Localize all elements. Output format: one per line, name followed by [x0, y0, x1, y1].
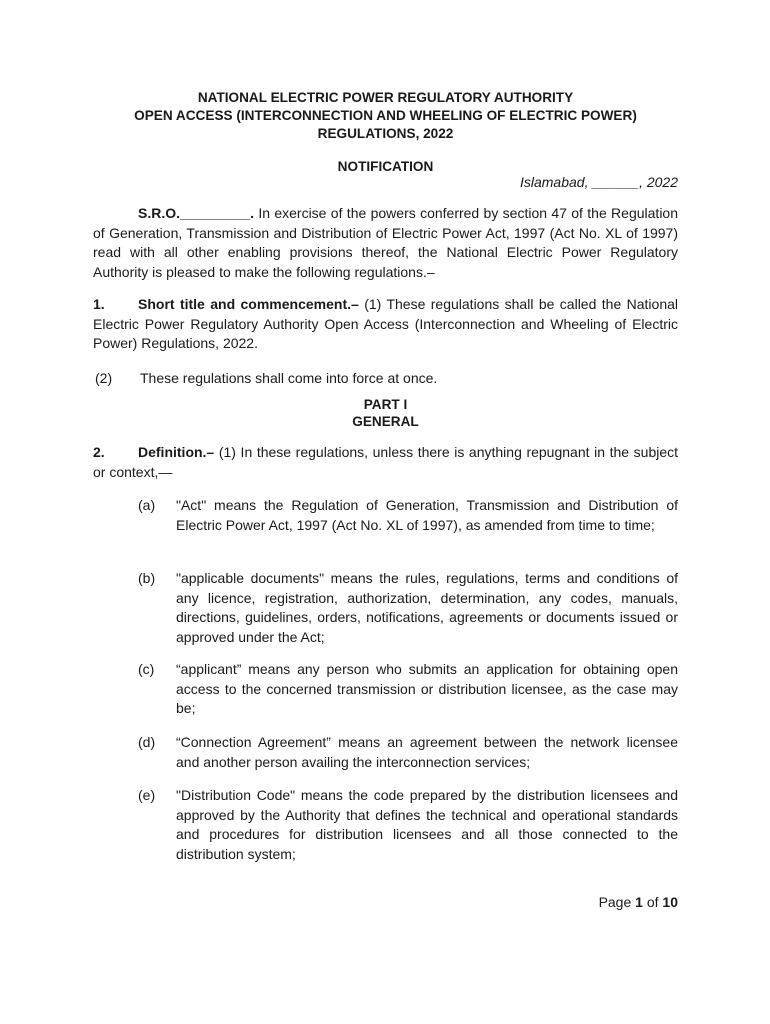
- part-number: PART I: [363, 397, 408, 412]
- page-word: Page: [598, 894, 632, 910]
- definition-label: (a): [138, 497, 156, 513]
- section-2-heading: Definition.–: [138, 444, 215, 460]
- section-1-heading: Short title and commencement.–: [138, 296, 359, 312]
- place-date: Islamabad, ______, 2022: [519, 174, 678, 190]
- subsection-2-text: These regulations shall come into force at once.: [140, 370, 438, 386]
- title-line-3: REGULATIONS, 2022: [317, 126, 454, 141]
- total-pages: 10: [662, 894, 678, 910]
- definition-label: (e): [138, 787, 156, 803]
- definition-label: (d): [138, 734, 156, 750]
- definition-item: [138, 496, 678, 535]
- definition-text: “applicant” means any person who submits an application for obtaining open access to the concerned transmission or distribution licensee, as the case may be;: [176, 661, 678, 716]
- definition-text: “Connection Agreement” means an agreement between the network licensee and another person availing the interconnection services;: [176, 734, 678, 770]
- definition-item: [138, 733, 678, 772]
- document-title: [93, 89, 678, 143]
- section-1-subsection-2: [93, 369, 678, 389]
- definition-label: (b): [138, 570, 156, 586]
- title-line-1: NATIONAL ELECTRIC POWER REGULATORY AUTHORITY: [197, 90, 574, 105]
- preamble-paragraph: [93, 204, 678, 282]
- section-2: [93, 443, 678, 482]
- preamble-text: In exercise of the powers conferred by section 47 of the Regulation of Generation, Transmission and Distribution of Electric Power Act, 1997 (Act No. XL of 1997) read with all other enabling provisions thereof, the National Electric Power Regulatory Authority is pleased to make the following regulations.–: [93, 205, 678, 280]
- current-page: 1: [635, 894, 643, 910]
- definition-item: [138, 660, 678, 719]
- subsection-2-label: (2): [95, 370, 113, 386]
- section-2-text: (1) In these regulations, unless there is anything repugnant in the subject or context,—: [93, 444, 679, 480]
- definition-item: [138, 786, 678, 864]
- section-1: [93, 295, 678, 354]
- definition-text: "Distribution Code" means the code prepared by the distribution licensees and approved by the Authority that defines the technical and operational standards and procedures for distribution licensees and all those connected to the distribution system;: [176, 787, 678, 862]
- page-number: [599, 893, 678, 913]
- section-1-text: (1) These regulations shall be called the National Electric Power Regulatory Authority Open Access (Interconnection and Wheeling of Electric Power) Regulations, 2022.: [93, 296, 678, 351]
- part-title: GENERAL: [352, 414, 419, 429]
- definition-text: "applicable documents" means the rules, regulations, terms and conditions of any licence, registration, authorization, determination, any codes, manuals, directions, guidelines, orders, notifications, agreements or documents issued or approved under the Act;: [176, 570, 678, 645]
- section-2-number: 2.: [93, 444, 105, 460]
- title-line-2: OPEN ACCESS (INTERCONNECTION AND WHEELING OF ELECTRIC POWER): [134, 108, 637, 123]
- of-word: of: [646, 894, 659, 910]
- section-1-number: 1.: [93, 296, 105, 312]
- definition-label: (c): [138, 661, 155, 677]
- sro-number: S.R.O._________.: [138, 205, 254, 221]
- definition-text: "Act" means the Regulation of Generation, Transmission and Distribution of Electric Power Act, 1997 (Act No. XL of 1997), as amended from time to time;: [176, 497, 678, 533]
- definition-item: [138, 569, 678, 647]
- part-heading: [93, 396, 678, 430]
- notification-heading: NOTIFICATION: [337, 159, 434, 174]
